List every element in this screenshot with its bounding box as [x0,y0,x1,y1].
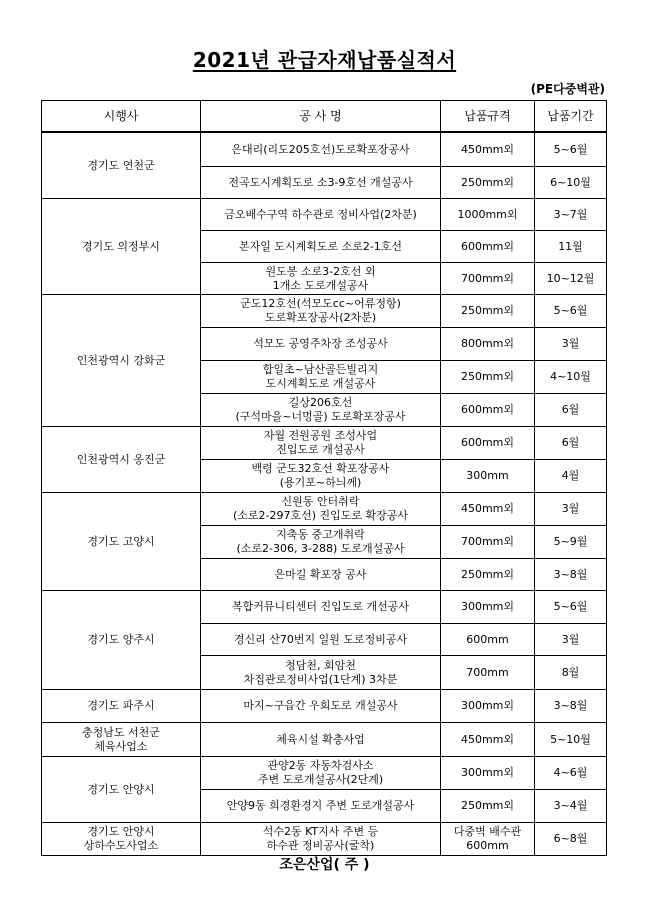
period-cell: 5~6월 [535,591,607,624]
spec-cell: 450mm외 [441,493,535,526]
project-cell: 전곡도시계획도로 소3-9호선 개설공사 [201,167,441,199]
project-cell: 마지~구읍간 우회도로 개설공사 [201,690,441,723]
company-name: 조은산업( 주 ) [279,857,370,873]
project-cell: 합일초~남산골든빌리지 도시계획도로 개설공사 [201,361,441,394]
spec-cell: 600mm외 [441,394,535,427]
period-cell: 3~8월 [535,690,607,723]
project-cell: 복합커뮤니티센터 진입도로 개선공사 [201,591,441,624]
agency-cell: 경기도 파주시 [42,690,201,723]
project-cell: 석모도 공영주차장 조성공사 [201,328,441,361]
table-body [42,132,607,856]
header-period: 납품기간 [535,101,607,133]
spec-cell: 250mm외 [441,167,535,199]
period-cell: 10~12월 [535,263,607,295]
table-row [42,295,607,328]
project-cell: 길상206호선 (구석마을~너멍골) 도로확포장공사 [201,394,441,427]
spec-cell: 450mm외 [441,723,535,757]
table-header-row [42,101,607,133]
table-row [42,493,607,526]
period-cell: 6~10월 [535,167,607,199]
period-cell: 3월 [535,328,607,361]
project-cell: 본자일 도시계획도로 소로2-1호선 [201,231,441,263]
period-cell: 4~10월 [535,361,607,394]
agency-cell: 충청남도 서천군 체육사업소 [42,723,201,757]
spec-cell: 700mm외 [441,263,535,295]
spec-cell: 450mm외 [441,132,535,167]
spec-cell: 700mm [441,656,535,690]
project-cell: 신원동 안터취락 (소로2-297호선) 진입도로 확장공사 [201,493,441,526]
spec-cell: 600mm [441,624,535,656]
spec-cell: 300mm외 [441,757,535,790]
spec-cell: 250mm외 [441,790,535,823]
spec-cell: 600mm외 [441,231,535,263]
agency-cell: 경기도 양주시 [42,591,201,690]
spec-cell: 300mm [441,460,535,493]
period-cell: 5~9월 [535,526,607,559]
project-cell: 관양2동 자동차검사소 주변 도로개설공사(2단계) [201,757,441,790]
document-title: 2021년 관급자재납품실적서 [192,48,457,72]
project-cell: 자월 전원공원 조성사업 진입도로 개설공사 [201,427,441,460]
period-cell: 3~7월 [535,199,607,231]
spec-cell: 250mm외 [441,361,535,394]
header-spec: 납품규격 [441,101,535,133]
period-cell: 5~10월 [535,723,607,757]
period-cell: 3월 [535,624,607,656]
spec-cell: 700mm외 [441,526,535,559]
table-row [42,199,607,231]
period-cell: 6~8월 [535,823,607,856]
period-cell: 11월 [535,231,607,263]
spec-cell: 600mm외 [441,427,535,460]
agency-cell: 경기도 의정부시 [42,199,201,295]
period-cell: 3월 [535,493,607,526]
delivery-record-table [41,100,607,856]
table-row [42,823,607,856]
period-cell: 8월 [535,656,607,690]
table-row [42,757,607,790]
table-row [42,132,607,167]
table-row [42,427,607,460]
spec-cell: 800mm외 [441,328,535,361]
period-cell: 6월 [535,394,607,427]
spec-cell: 300mm외 [441,690,535,723]
period-cell: 3~8월 [535,559,607,591]
project-cell: 군도12호선(석모도cc~어류정항) 도로확포장공사(2차분) [201,295,441,328]
table-row [42,690,607,723]
agency-cell: 인천광역시 옹진군 [42,427,201,493]
spec-cell: 250mm외 [441,559,535,591]
spec-cell: 1000mm외 [441,199,535,231]
project-cell: 원도봉 소로3-2호선 외 1개소 도로개설공사 [201,263,441,295]
period-cell: 4~6월 [535,757,607,790]
project-cell: 은마길 확포장 공사 [201,559,441,591]
project-cell: 금오배수구역 하수관로 정비사업(2차분) [201,199,441,231]
spec-cell: 300mm외 [441,591,535,624]
project-cell: 지축동 중고개취락 (소로2-306, 3-288) 도로개설공사 [201,526,441,559]
period-cell: 3~4월 [535,790,607,823]
agency-cell: 경기도 안양시 [42,757,201,823]
table-row [42,723,607,757]
period-cell: 4월 [535,460,607,493]
project-cell: 백령 군도32호선 확포장공사 (용기포~하늬께) [201,460,441,493]
project-cell: 체육시설 확충사업 [201,723,441,757]
header-agency: 시행사 [42,101,201,133]
table-row [42,591,607,624]
agency-cell: 경기도 연천군 [42,132,201,199]
project-cell: 경신리 산70번지 일원 도로정비공사 [201,624,441,656]
agency-cell: 경기도 안양시 상하수도사업소 [42,823,201,856]
project-cell: 안양9동 희경환경지 주변 도로개설공사 [201,790,441,823]
document-subtitle: (PE다중벽관) [530,82,605,96]
project-cell: 청담천, 회암천 차집관로정비사업(1단계) 3차분 [201,656,441,690]
period-cell: 6월 [535,427,607,460]
period-cell: 5~6월 [535,295,607,328]
project-cell: 석수2동 KT지사 주변 등 하수관 정비공사(굴착) [201,823,441,856]
period-cell: 5~6월 [535,132,607,167]
agency-cell: 경기도 고양시 [42,493,201,591]
agency-cell: 인천광역시 강화군 [42,295,201,427]
header-project: 공 사 명 [201,101,441,133]
spec-cell: 다중벽 배수관 600mm [441,823,535,856]
spec-cell: 250mm외 [441,295,535,328]
project-cell: 은대리(리도205호선)도로확포장공사 [201,132,441,167]
